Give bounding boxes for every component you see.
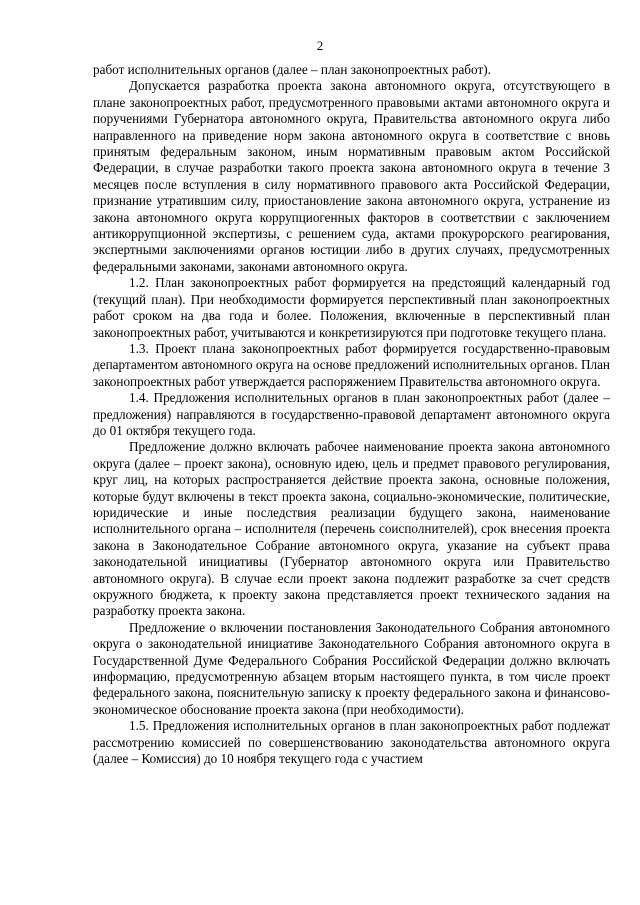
- page-number: 2: [316, 38, 324, 53]
- paragraph-1-2: 1.2. План законопроектных работ формируется на предстоящий календарный год (текущий план). При необходимости формируется перспективный план законопроектных работ сроком на два года и более. Положения, включенные в перспективный план законопроектных работ, учитываются и конкретизируются при подготовке текущего плана.: [93, 275, 610, 340]
- paragraph-1-4: 1.4. Предложения исполнительных органов в план законопроектных работ (далее – предложения) направляются в государственно-правовой департамент автономного округа до 01 октября текущего года.: [93, 390, 610, 438]
- paragraph-proposal-contents: Предложение должно включать рабочее наименование проекта закона автономного округа (далее – проект закона), основную идею, цель и предмет правового регулирования, круг лиц, на которых распространяется действие проекта закона, основные положения, которые будут включены в текст проекта закона, социально-экономические, политические, юридические и иные последствия реализации будущего закона, наименование исполнительного органа – исполнителя (перечень соисполнителей), срок внесения проекта закона в Законодательное Собрание автономного округа, указание на субъект права законодательной инициативы (Губернатор автономного округа или Правительство автономного округа). В случае если проект закона подлежит разработке за счет средств окружного бюджета, к проекту закона представляется проект технического задания на разработку проекта закона.: [93, 439, 610, 619]
- paragraph-continuation: работ исполнительных органов (далее – план законопроектных работ).: [93, 62, 491, 77]
- paragraph-1-3: 1.3. Проект плана законопроектных работ формируется государственно-правовым департаментом автономного округа на основе предложений исполнительных органов. План законопроектных работ утверждается распоряжением Правительства автономного округа.: [93, 340, 610, 389]
- paragraph-allowed-drafting: Допускается разработка проекта закона автономного округа, отсутствующего в плане законопроектных работ, предусмотренного правовыми актами автономного округа и поручениями Губернатора автономного округа, Правительства автономного округа либо направленного на приведение норм закона автономного округа в соответствие с вновь принятым федеральным законом, иным нормативным правовым актом Российской Федерации, в случае разработки такого проекта закона автономного округа в течение 3 месяцев после вступления в силу нормативного правового акта Российской Федерации, признание утратившим силу, приостановление закона автономного округа, устранение из закона автономного округа коррупциогенных факторов в соответствии с заключением антикоррупционной экспертизы, с решением суда, актами прокурорского реагирования, экспертными заключениями органов юстиции либо в других случаях, предусмотренных федеральными законами, законами автономного округа.: [93, 78, 610, 274]
- document-body: [93, 62, 610, 767]
- paragraph-1-5: 1.5. Предложения исполнительных органов в план законопроектных работ подлежат рассмотрению комиссией по совершенствованию законодательства автономного округа (далее – Комиссия) до 10 ноября текущего года с участием: [93, 718, 610, 767]
- paragraph-resolution-proposal: Предложение о включении постановления Законодательного Собрания автономного округа о законодательной инициативе Законодательного Собрания автономного округа в Государственной Думе Федерального Собрания Российской Федерации должно включать информацию, предусмотренную абзацем вторым настоящего пункта, в том числе проект федерального закона, пояснительную записку к проекту федерального закона и финансово-экономическое обоснование проекта закона (при необходимости).: [93, 619, 610, 717]
